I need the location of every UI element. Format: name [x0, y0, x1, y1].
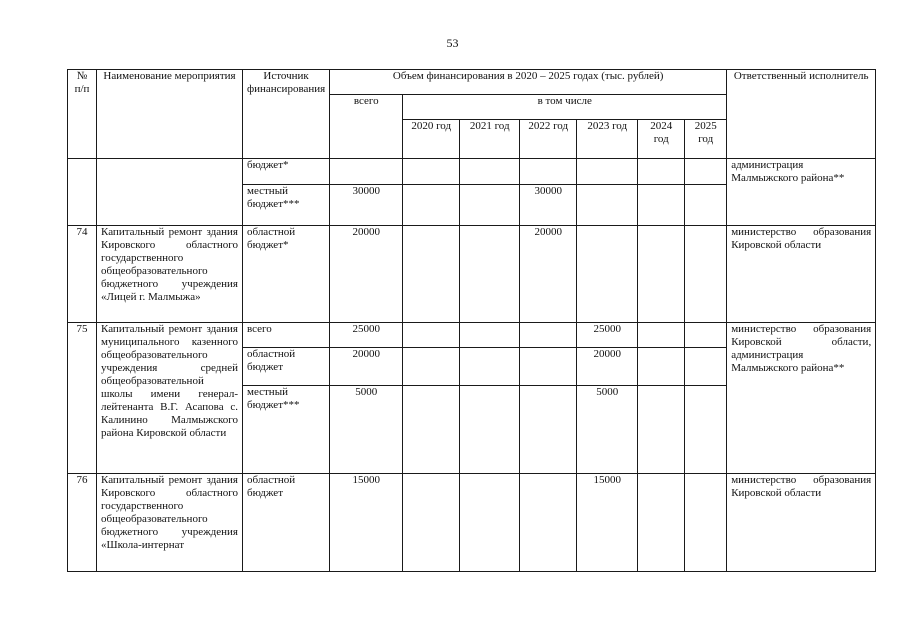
- responsible-cell: администрация Малмыжского района**: [727, 159, 876, 226]
- year-2023-cell: 5000: [577, 386, 638, 474]
- total-cell: 20000: [330, 226, 403, 323]
- source-cell: областной бюджет*: [243, 226, 330, 323]
- page-number: 53: [446, 36, 459, 50]
- header-volume: Объем финансирования в 2020 – 2025 годах (тыс. рублей): [330, 70, 727, 95]
- entry-number: 75: [68, 323, 97, 474]
- responsible-cell: министерство образования Кировской области, администрация Малмыжского района**: [727, 323, 876, 474]
- table-row: [68, 474, 876, 572]
- entry-number: 76: [68, 474, 97, 572]
- responsible-cell: министерство образования Кировской области: [727, 474, 876, 572]
- entry-name: Капитальный ремонт здания Кировского областного государственного общеобразовательного бюджетного учреждения «Лицей г. Малмыжа»: [97, 226, 243, 323]
- total-cell: 30000: [330, 185, 403, 226]
- header-total: всего: [330, 95, 403, 159]
- entry-name: Капитальный ремонт здания муниципального казенного общеобразовательного учреждения средней общеобразовательной школы имени генерал-лейтенанта В.Г. Асапова с. Калинино Малмыжского района Кировской области: [97, 323, 243, 474]
- header-year-2024: 2024 год: [638, 120, 685, 159]
- entry-number: 74: [68, 226, 97, 323]
- source-cell: местный бюджет***: [243, 386, 330, 474]
- table-row: [68, 323, 876, 348]
- total-cell: 15000: [330, 474, 403, 572]
- year-2022-cell: 30000: [520, 185, 577, 226]
- source-cell: всего: [243, 323, 330, 348]
- header-year-2021: 2021 год: [460, 120, 520, 159]
- header-year-2022: 2022 год: [520, 120, 577, 159]
- financing-table: [67, 69, 876, 572]
- table-row: [68, 226, 876, 323]
- year-2023-cell: 15000: [577, 474, 638, 572]
- header-year-2025: 2025 год: [685, 120, 727, 159]
- header-source: Источник финансирования: [243, 70, 330, 159]
- header-year-2023: 2023 год: [577, 120, 638, 159]
- header-year-2020: 2020 год: [403, 120, 460, 159]
- header-responsible: Ответственный исполнитель: [727, 70, 876, 159]
- total-cell: 25000: [330, 323, 403, 348]
- source-cell: местный бюджет***: [243, 185, 330, 226]
- total-cell: 5000: [330, 386, 403, 474]
- year-2022-cell: 20000: [520, 226, 577, 323]
- entry-name: Капитальный ремонт здания Кировского областного государственного общеобразовательного бюджетного учреждения «Школа-интернат: [97, 474, 243, 572]
- responsible-cell: министерство образования Кировской области: [727, 226, 876, 323]
- source-cell: областной бюджет: [243, 474, 330, 572]
- header-name: Наименование мероприятия: [97, 70, 243, 159]
- source-cell: бюджет*: [243, 159, 330, 185]
- header-including: в том числе: [403, 95, 727, 120]
- header-number: № п/п: [68, 70, 97, 159]
- table-row: [68, 159, 876, 185]
- total-cell: 20000: [330, 348, 403, 386]
- source-cell: областной бюджет: [243, 348, 330, 386]
- year-2023-cell: 25000: [577, 323, 638, 348]
- year-2023-cell: 20000: [577, 348, 638, 386]
